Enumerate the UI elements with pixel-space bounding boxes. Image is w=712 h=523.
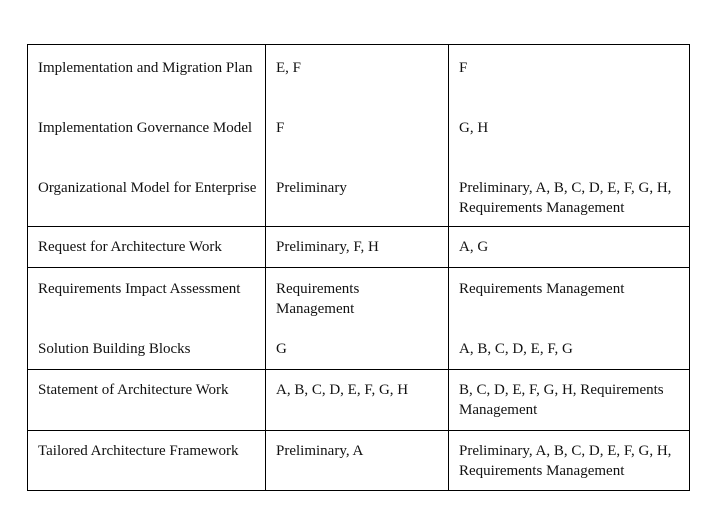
- table-row: [28, 268, 690, 329]
- artifact-name-cell: Request for Architecture Work: [28, 227, 266, 268]
- table-row: [28, 329, 690, 370]
- artifact-name-cell: Implementation and Migration Plan: [28, 45, 266, 105]
- used-phase-cell: A, G: [449, 227, 690, 268]
- created-phase-cell: Preliminary, F, H: [266, 227, 449, 268]
- table-row: [28, 165, 690, 227]
- table-row: [28, 227, 690, 268]
- used-phase-cell: Requirements Management: [449, 268, 690, 329]
- table-row: [28, 370, 690, 431]
- artifact-name-cell: Requirements Impact Assessment: [28, 268, 266, 329]
- artifact-phase-table: [27, 44, 690, 491]
- artifact-name-cell: Solution Building Blocks: [28, 329, 266, 370]
- created-phase-cell: G: [266, 329, 449, 370]
- created-phase-cell: Preliminary, A: [266, 431, 449, 491]
- created-phase-cell: A, B, C, D, E, F, G, H: [266, 370, 449, 431]
- used-phase-cell: G, H: [449, 105, 690, 165]
- used-phase-cell: Preliminary, A, B, C, D, E, F, G, H, Requirements Management: [449, 165, 690, 227]
- created-phase-cell: E, F: [266, 45, 449, 105]
- created-phase-cell: Preliminary: [266, 165, 449, 227]
- table-row: [28, 45, 690, 105]
- created-phase-cell: F: [266, 105, 449, 165]
- table-row: [28, 431, 690, 491]
- artifact-name-cell: Tailored Architecture Framework: [28, 431, 266, 491]
- used-phase-cell: F: [449, 45, 690, 105]
- artifact-name-cell: Statement of Architecture Work: [28, 370, 266, 431]
- used-phase-cell: B, C, D, E, F, G, H, Requirements Management: [449, 370, 690, 431]
- used-phase-cell: A, B, C, D, E, F, G: [449, 329, 690, 370]
- used-phase-cell: Preliminary, A, B, C, D, E, F, G, H, Requirements Management: [449, 431, 690, 491]
- artifact-name-cell: Implementation Governance Model: [28, 105, 266, 165]
- artifact-name-cell: Organizational Model for Enterprise: [28, 165, 266, 227]
- created-phase-cell: Requirements Management: [266, 268, 449, 329]
- table-row: [28, 105, 690, 165]
